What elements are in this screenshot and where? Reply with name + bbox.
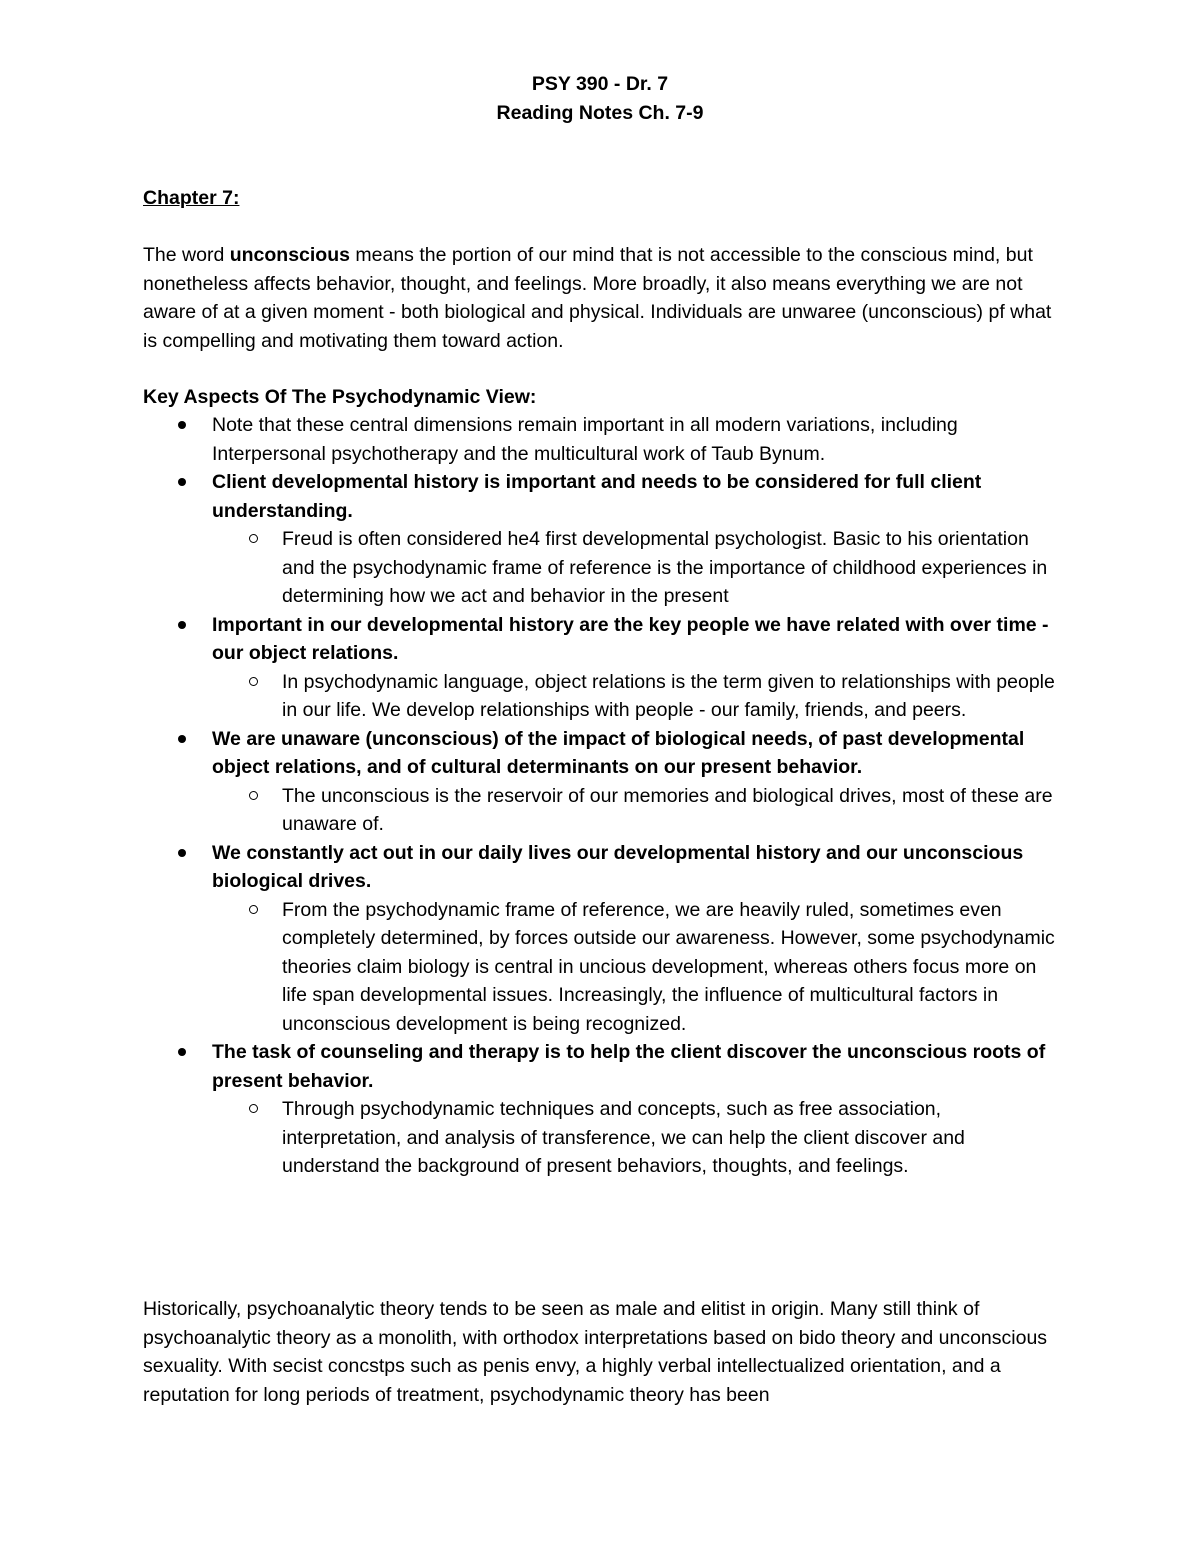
key-aspects-list <box>143 411 1058 1181</box>
closing-paragraph: Historically, psychoanalytic theory tends to be seen as male and elitist in origin. Many still think of psychoanalytic theory as a monolith, with orthodox interpretations based on bido theory and unconscious sexuality. With secist concstps such as penis envy, a highly verbal intellectualized orientation, and a reputation for long periods of treatment, psychodynamic theory has been <box>143 1298 1048 1406</box>
bullet-dot-icon <box>178 621 186 629</box>
sub-bullet-text: The unconscious is the reservoir of our memories and biological drives, most of these are unaware of. <box>282 784 1053 835</box>
sub-bullet-text: Through psychodynamic techniques and concepts, such as free association, interpretation, and analysis of transference, we can help the client discover and understand the background of present behaviors, thoughts, and feelings. <box>282 1098 965 1177</box>
bullet-dot-icon <box>178 421 186 429</box>
bullet-dot-icon <box>178 735 186 743</box>
bullet-text: Client developmental history is important and needs to be considered for full client understanding. <box>212 471 982 522</box>
bullet-item <box>143 611 1058 668</box>
sub-bullet-item <box>143 525 1058 611</box>
bullet-item <box>143 1038 1058 1095</box>
bullet-dot-icon <box>178 1048 186 1056</box>
intro-paragraph <box>143 241 1058 355</box>
bullet-dot-icon <box>178 849 186 857</box>
bullet-item <box>143 839 1058 896</box>
key-aspects-heading: Key Aspects Of The Psychodynamic View: <box>143 386 537 408</box>
bullet-text: Important in our developmental history are the key people we have related with over time - our object relations. <box>212 613 1049 664</box>
bullet-dot-icon <box>178 478 186 486</box>
hollow-circle-bullet-icon <box>249 905 258 914</box>
term-unconscious: unconscious <box>229 244 350 266</box>
course-title: PSY 390 - Dr. 7 <box>531 73 669 95</box>
sub-bullet-text: Freud is often considered he4 first developmental psychologist. Basic to his orientation and the psychodynamic frame of reference is the importance of childhood experiences in determining how we act and behavior in the present <box>282 528 1048 607</box>
bullet-text: Note that these central dimensions remain important in all modern variations, including Interpersonal psychotherapy and the multicultural work of Taub Bynum. <box>212 414 958 465</box>
bullet-item <box>143 411 1058 468</box>
intro-text-pre: The word <box>143 244 230 266</box>
bullet-item <box>143 725 1058 782</box>
bullet-item <box>143 468 1058 525</box>
sub-bullet-text: In psychodynamic language, object relations is the term given to relationships with people in our life. We develop relationships with people - our family, friends, and peers. <box>282 670 1055 721</box>
bullet-text: We are unaware (unconscious) of the impact of biological needs, of past developmental object relations, and of cultural determinants on our present behavior. <box>212 727 1025 778</box>
sub-bullet-item <box>143 668 1058 725</box>
bullet-text: The task of counseling and therapy is to help the client discover the unconscious roots of present behavior. <box>212 1041 1046 1092</box>
hollow-circle-bullet-icon <box>249 677 258 686</box>
sub-bullet-text: From the psychodynamic frame of reference, we are heavily ruled, sometimes even completely determined, by forces outside our awareness. However, some psychodynamic theories claim biology is central in uncious development, whereas others focus more on life span developmental issues. Increasingly, the influence of multicultural factors in unconscious development is being recognized. <box>282 898 1055 1035</box>
hollow-circle-bullet-icon <box>249 1104 258 1113</box>
hollow-circle-bullet-icon <box>249 791 258 800</box>
document-subtitle: Reading Notes Ch. 7-9 <box>496 102 704 124</box>
chapter-heading: Chapter 7: <box>143 187 240 209</box>
sub-bullet-item <box>143 896 1058 1039</box>
bullet-text: We constantly act out in our daily lives our developmental history and our unconscious biological drives. <box>212 841 1024 892</box>
sub-bullet-item <box>143 782 1058 839</box>
hollow-circle-bullet-icon <box>249 534 258 543</box>
intro-text-post: means the portion of our mind that is not accessible to the conscious mind, but nonetheless affects behavior, thought, and feelings. More broadly, it also means everything we are not aware of at a given moment - both biological and physical. Individuals are unwaree (unconscious) pf what is compelling and motivating them toward action. <box>143 244 1052 352</box>
sub-bullet-item <box>143 1095 1058 1181</box>
